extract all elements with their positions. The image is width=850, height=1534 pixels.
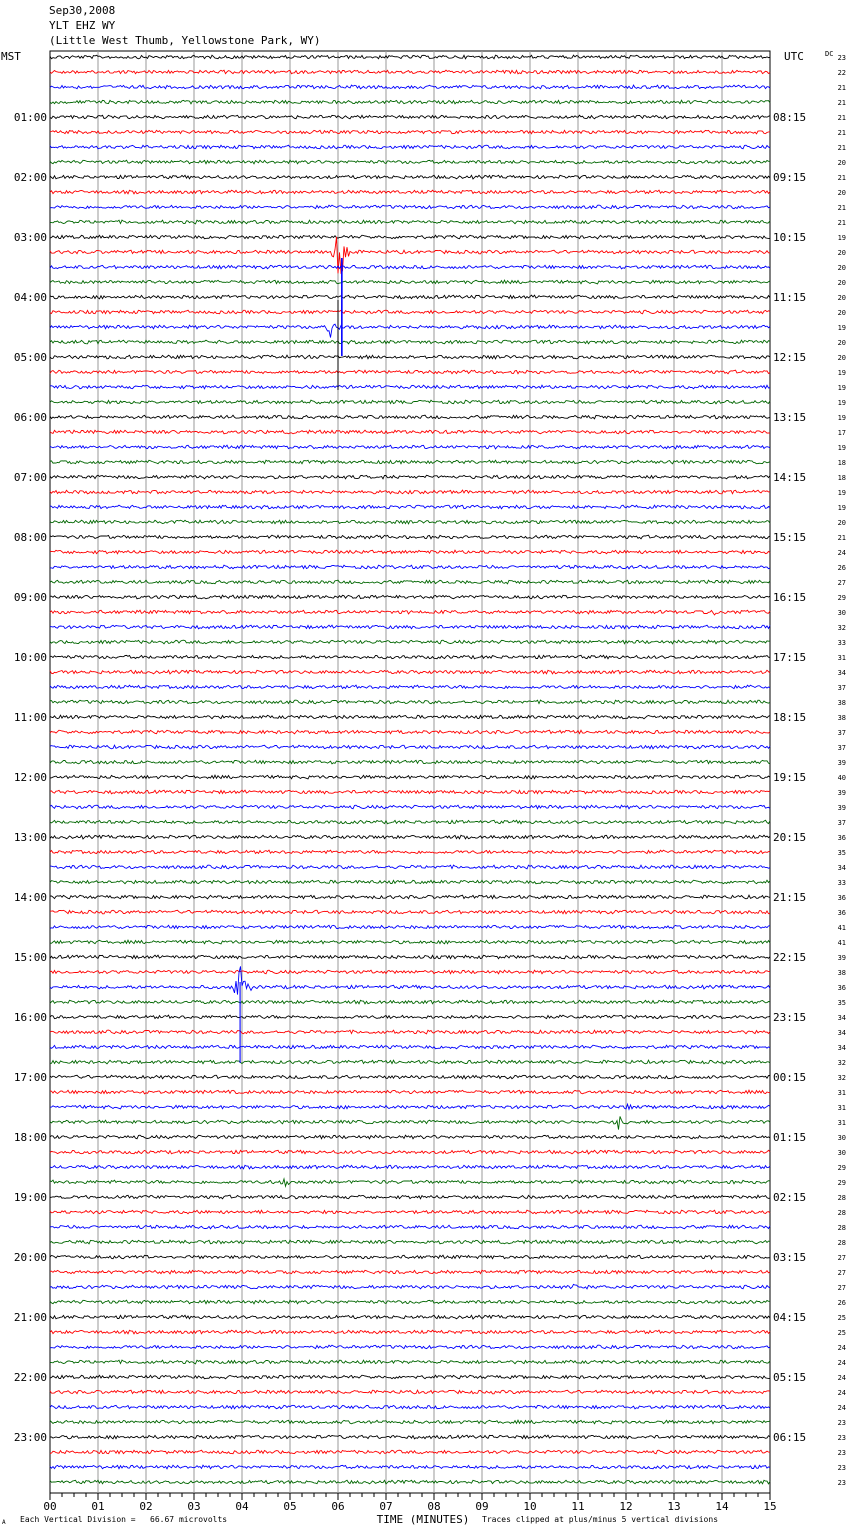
trace-row-34 (50, 565, 770, 569)
trace-row-38 (50, 625, 770, 629)
dc-offset-27: 18 (837, 459, 846, 467)
scale-note: Each Vertical Division = 66.67 microvolts (20, 1515, 228, 1524)
left-hour-label: 14:00 (13, 891, 47, 904)
x-axis-label: TIME (MINUTES) (376, 1513, 470, 1526)
trace-row-11 (50, 220, 770, 224)
x-tick-label: 02 (139, 1500, 153, 1513)
dc-offset-43: 38 (837, 699, 846, 707)
trace-row-89 (50, 1390, 770, 1394)
dc-offset-85: 25 (837, 1329, 846, 1337)
trace-row-5 (50, 130, 770, 134)
dc-offset-68: 32 (837, 1074, 846, 1082)
trace-row-68 (50, 1075, 770, 1079)
dc-offset-87: 24 (837, 1359, 846, 1367)
dc-offset-26: 19 (837, 444, 846, 452)
dc-offset-90: 24 (837, 1404, 846, 1412)
dc-offset-3: 21 (837, 99, 846, 107)
dc-offset-50: 39 (837, 804, 846, 812)
trace-row-23 (50, 400, 770, 404)
dc-offset-65: 34 (837, 1029, 846, 1037)
clip-note: Traces clipped at plus/minus 5 vertical divisions (482, 1515, 719, 1524)
trace-row-60 (50, 955, 770, 959)
trace-row-84 (50, 1315, 770, 1319)
trace-row-18 (50, 324, 770, 337)
dc-offset-41: 34 (837, 669, 846, 677)
dc-offset-53: 35 (837, 849, 846, 857)
x-tick-label: 00 (43, 1500, 57, 1513)
dc-offset-30: 19 (837, 504, 846, 512)
dc-offset-94: 23 (837, 1464, 846, 1472)
trace-row-64 (50, 1015, 770, 1019)
trace-row-45 (50, 730, 770, 734)
dc-offset-16: 20 (837, 294, 846, 302)
station-code: YLT EHZ WY (49, 19, 116, 32)
x-tick-label: 11 (571, 1500, 585, 1513)
right-hour-label: 05:15 (773, 1371, 807, 1384)
dc-offset-17: 20 (837, 309, 846, 317)
trace-row-83 (50, 1300, 770, 1304)
trace-row-59 (50, 940, 770, 944)
trace-row-54 (50, 865, 770, 869)
right-hour-label: 01:15 (773, 1131, 807, 1144)
trace-row-6 (50, 145, 770, 149)
trace-row-1 (50, 70, 770, 74)
trace-row-32 (50, 535, 770, 539)
right-hour-label: 16:15 (773, 591, 807, 604)
trace-row-28 (50, 475, 770, 479)
left-hour-label: 21:00 (13, 1311, 47, 1324)
x-tick-label: 07 (379, 1500, 393, 1513)
dc-offset-40: 31 (837, 654, 846, 662)
trace-row-69 (50, 1090, 770, 1094)
trace-row-53 (50, 850, 770, 854)
dc-offset-59: 41 (837, 939, 846, 947)
trace-row-40 (50, 655, 770, 659)
x-tick-label: 01 (91, 1500, 105, 1513)
left-hour-label: 18:00 (13, 1131, 47, 1144)
trace-row-56 (50, 895, 770, 899)
x-tick-label: 08 (427, 1500, 441, 1513)
dc-offset-2: 21 (837, 84, 846, 92)
trace-row-71 (50, 1116, 770, 1129)
trace-row-37 (50, 610, 770, 615)
dc-offset-77: 28 (837, 1209, 846, 1217)
dc-offset-28: 18 (837, 474, 846, 482)
station-date: Sep30,2008 (49, 4, 116, 17)
trace-row-27 (50, 460, 770, 464)
dc-offset-7: 20 (837, 159, 846, 167)
left-hour-label: 15:00 (13, 951, 47, 964)
dc-offset-5: 21 (837, 129, 846, 137)
right-hour-label: 20:15 (773, 831, 807, 844)
trace-row-70 (50, 1104, 770, 1109)
dc-offset-29: 19 (837, 489, 846, 497)
dc-offset-13: 20 (837, 249, 846, 257)
left-hour-label: 22:00 (13, 1371, 47, 1384)
dc-offset-71: 31 (837, 1119, 846, 1127)
right-hour-label: 02:15 (773, 1191, 807, 1204)
trace-row-61 (50, 970, 770, 974)
trace-row-2 (50, 85, 770, 89)
right-hour-label: 11:15 (773, 291, 807, 304)
plot-frame (50, 51, 770, 1493)
right-hour-label: 12:15 (773, 351, 807, 364)
left-hour-label: 12:00 (13, 771, 47, 784)
trace-row-48 (50, 775, 770, 779)
right-axis-label: UTC (784, 50, 804, 63)
trace-row-39 (50, 640, 770, 644)
right-hour-label: 21:15 (773, 891, 807, 904)
right-hour-label: 08:15 (773, 111, 807, 124)
dc-label: DC (825, 50, 834, 58)
dc-offset-56: 36 (837, 894, 846, 902)
dc-offset-33: 24 (837, 549, 846, 557)
trace-row-9 (50, 190, 770, 194)
trace-row-46 (50, 745, 770, 749)
trace-row-74 (50, 1165, 770, 1169)
left-axis-label: MST (1, 50, 21, 63)
trace-row-35 (50, 580, 770, 584)
dc-offset-95: 23 (837, 1479, 846, 1487)
x-tick-label: 13 (667, 1500, 681, 1513)
dc-offset-86: 24 (837, 1344, 846, 1352)
trace-row-95 (50, 1480, 770, 1484)
trace-row-81 (50, 1270, 770, 1274)
dc-offset-67: 32 (837, 1059, 846, 1067)
x-tick-label: 06 (331, 1500, 345, 1513)
dc-offset-19: 20 (837, 339, 846, 347)
dc-offset-32: 21 (837, 534, 846, 542)
trace-row-25 (50, 430, 770, 434)
trace-row-66 (50, 1045, 770, 1049)
dc-offset-92: 23 (837, 1434, 846, 1442)
right-hour-label: 15:15 (773, 531, 807, 544)
left-hour-label: 07:00 (13, 471, 47, 484)
right-hour-label: 00:15 (773, 1071, 807, 1084)
trace-row-33 (50, 550, 770, 554)
dc-offset-39: 33 (837, 639, 846, 647)
trace-row-52 (50, 835, 770, 839)
right-hour-label: 18:15 (773, 711, 807, 724)
trace-row-17 (50, 310, 770, 314)
dc-offset-81: 27 (837, 1269, 846, 1277)
trace-row-21 (50, 370, 770, 374)
dc-offset-34: 26 (837, 564, 846, 572)
trace-row-78 (50, 1225, 770, 1229)
dc-offset-88: 24 (837, 1374, 846, 1382)
dc-offset-48: 40 (837, 774, 846, 782)
right-hour-label: 09:15 (773, 171, 807, 184)
trace-row-65 (50, 1030, 770, 1034)
trace-row-43 (50, 700, 770, 704)
trace-row-0 (50, 55, 770, 59)
x-tick-label: 09 (475, 1500, 489, 1513)
trace-row-15 (50, 280, 770, 284)
trace-row-12 (50, 235, 770, 239)
dc-offset-55: 33 (837, 879, 846, 887)
right-hour-label: 06:15 (773, 1431, 807, 1444)
left-hour-label: 05:00 (13, 351, 47, 364)
dc-offset-51: 37 (837, 819, 846, 827)
left-hour-label: 04:00 (13, 291, 47, 304)
dc-offset-46: 37 (837, 744, 846, 752)
trace-row-7 (50, 160, 770, 164)
x-tick-label: 14 (715, 1500, 729, 1513)
dc-offset-57: 36 (837, 909, 846, 917)
right-hour-label: 04:15 (773, 1311, 807, 1324)
dc-offset-63: 35 (837, 999, 846, 1007)
dc-offset-14: 20 (837, 264, 846, 272)
dc-offset-23: 19 (837, 399, 846, 407)
trace-row-24 (50, 415, 770, 419)
left-hour-label: 17:00 (13, 1071, 47, 1084)
right-hour-label: 10:15 (773, 231, 807, 244)
trace-row-22 (50, 385, 770, 389)
dc-offset-20: 20 (837, 354, 846, 362)
dc-offset-37: 30 (837, 609, 846, 617)
right-hour-label: 22:15 (773, 951, 807, 964)
trace-row-14 (50, 265, 770, 269)
trace-row-3 (50, 100, 770, 104)
trace-row-79 (50, 1240, 770, 1244)
right-hour-label: 17:15 (773, 651, 807, 664)
left-hour-label: 01:00 (13, 111, 47, 124)
trace-row-16 (50, 295, 770, 299)
dc-offset-22: 19 (837, 384, 846, 392)
trace-row-4 (50, 115, 770, 119)
trace-row-80 (50, 1255, 770, 1259)
dc-offset-6: 21 (837, 144, 846, 152)
dc-offset-93: 23 (837, 1449, 846, 1457)
dc-offset-73: 30 (837, 1149, 846, 1157)
trace-row-73 (50, 1150, 770, 1154)
trace-row-20 (50, 355, 770, 359)
dc-offset-76: 28 (837, 1194, 846, 1202)
trace-row-49 (50, 790, 770, 794)
dc-offset-64: 34 (837, 1014, 846, 1022)
trace-row-77 (50, 1210, 770, 1214)
x-tick-label: 12 (619, 1500, 633, 1513)
trace-row-63 (50, 1000, 770, 1004)
x-tick-label: 10 (523, 1500, 537, 1513)
trace-row-19 (50, 340, 770, 344)
dc-offset-4: 21 (837, 114, 846, 122)
dc-offset-89: 24 (837, 1389, 846, 1397)
right-hour-label: 03:15 (773, 1251, 807, 1264)
trace-row-55 (50, 880, 770, 884)
dc-offset-69: 31 (837, 1089, 846, 1097)
left-hour-label: 08:00 (13, 531, 47, 544)
trace-row-57 (50, 910, 770, 914)
corner-mark: A (2, 1519, 6, 1526)
dc-offset-54: 34 (837, 864, 846, 872)
dc-offset-49: 39 (837, 789, 846, 797)
trace-row-72 (50, 1135, 770, 1139)
dc-offset-21: 19 (837, 369, 846, 377)
dc-offset-61: 38 (837, 969, 846, 977)
station-location: (Little West Thumb, Yellowstone Park, WY) (49, 34, 321, 47)
trace-row-41 (50, 670, 770, 674)
trace-row-51 (50, 820, 770, 824)
dc-offset-11: 21 (837, 219, 846, 227)
dc-offset-24: 19 (837, 414, 846, 422)
trace-row-91 (50, 1420, 770, 1424)
dc-offset-36: 29 (837, 594, 846, 602)
left-hour-label: 06:00 (13, 411, 47, 424)
x-tick-label: 04 (235, 1500, 249, 1513)
trace-row-90 (50, 1405, 770, 1409)
dc-offset-47: 39 (837, 759, 846, 767)
dc-offset-8: 21 (837, 174, 846, 182)
trace-row-44 (50, 715, 770, 719)
left-hour-label: 23:00 (13, 1431, 47, 1444)
dc-offset-9: 20 (837, 189, 846, 197)
trace-row-86 (50, 1345, 770, 1349)
dc-offset-35: 27 (837, 579, 846, 587)
dc-offset-62: 36 (837, 984, 846, 992)
dc-offset-1: 22 (837, 69, 846, 77)
dc-offset-58: 41 (837, 924, 846, 932)
trace-row-92 (50, 1435, 770, 1439)
trace-row-42 (50, 685, 770, 689)
left-hour-label: 11:00 (13, 711, 47, 724)
trace-row-58 (50, 925, 770, 929)
dc-offset-38: 32 (837, 624, 846, 632)
right-hour-label: 13:15 (773, 411, 807, 424)
dc-offset-60: 39 (837, 954, 846, 962)
dc-offset-78: 28 (837, 1224, 846, 1232)
trace-row-30 (50, 505, 770, 509)
dc-offset-84: 25 (837, 1314, 846, 1322)
dc-offset-12: 19 (837, 234, 846, 242)
dc-offset-44: 38 (837, 714, 846, 722)
dc-offset-31: 20 (837, 519, 846, 527)
x-tick-label: 05 (283, 1500, 297, 1513)
dc-offset-15: 20 (837, 279, 846, 287)
left-hour-label: 03:00 (13, 231, 47, 244)
trace-row-87 (50, 1360, 770, 1364)
left-hour-label: 19:00 (13, 1191, 47, 1204)
trace-row-76 (50, 1195, 770, 1199)
x-tick-label: 15 (763, 1500, 777, 1513)
dc-offset-10: 21 (837, 204, 846, 212)
trace-row-82 (50, 1284, 770, 1289)
dc-offset-72: 30 (837, 1134, 846, 1142)
left-hour-label: 20:00 (13, 1251, 47, 1264)
dc-offset-91: 23 (837, 1419, 846, 1427)
dc-offset-25: 17 (837, 429, 846, 437)
trace-row-85 (50, 1330, 770, 1334)
left-hour-label: 02:00 (13, 171, 47, 184)
dc-offset-83: 26 (837, 1299, 846, 1307)
trace-row-94 (50, 1465, 770, 1469)
right-hour-label: 14:15 (773, 471, 807, 484)
trace-row-75 (50, 1179, 770, 1186)
dc-offset-0: 23 (837, 54, 846, 62)
dc-offset-80: 27 (837, 1254, 846, 1262)
trace-row-36 (50, 595, 770, 599)
left-hour-label: 09:00 (13, 591, 47, 604)
trace-row-8 (50, 175, 770, 179)
left-hour-label: 10:00 (13, 651, 47, 664)
trace-row-88 (50, 1375, 770, 1379)
dc-offset-75: 29 (837, 1179, 846, 1187)
dc-offset-42: 37 (837, 684, 846, 692)
dc-offset-74: 29 (837, 1164, 846, 1172)
dc-offset-82: 27 (837, 1284, 846, 1292)
dc-offset-66: 34 (837, 1044, 846, 1052)
dc-offset-79: 28 (837, 1239, 846, 1247)
trace-row-47 (50, 760, 770, 764)
dc-offset-18: 19 (837, 324, 846, 332)
dc-offset-70: 31 (837, 1104, 846, 1112)
trace-row-50 (50, 805, 770, 809)
left-hour-label: 13:00 (13, 831, 47, 844)
trace-row-93 (50, 1450, 770, 1454)
trace-row-26 (50, 445, 770, 449)
trace-row-10 (50, 205, 770, 209)
trace-row-29 (50, 490, 770, 494)
dc-offset-52: 36 (837, 834, 846, 842)
right-hour-label: 23:15 (773, 1011, 807, 1024)
trace-row-31 (50, 520, 770, 524)
trace-row-67 (50, 1060, 770, 1064)
x-tick-label: 03 (187, 1500, 201, 1513)
trace-row-13 (50, 237, 770, 273)
dc-offset-45: 37 (837, 729, 846, 737)
right-hour-label: 19:15 (773, 771, 807, 784)
left-hour-label: 16:00 (13, 1011, 47, 1024)
